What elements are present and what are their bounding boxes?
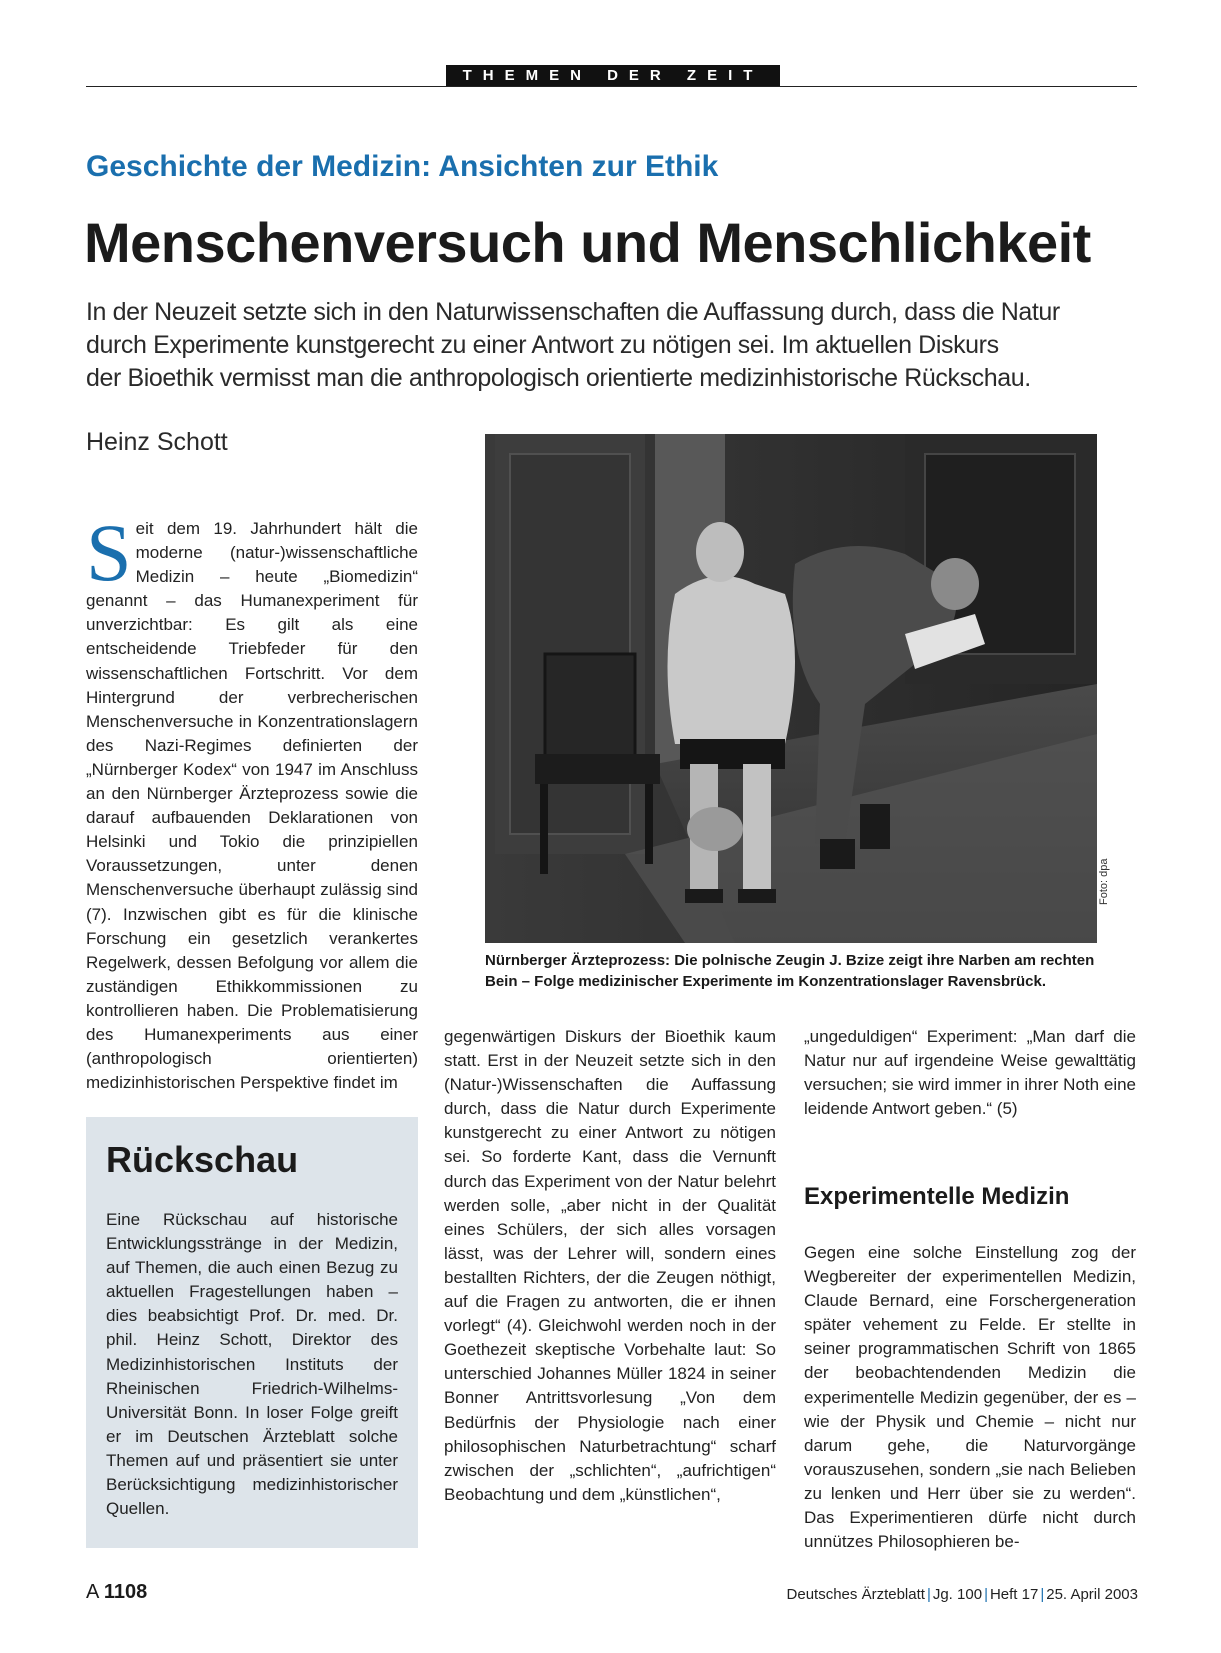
body-column-3-continued: Gegen eine solche Einstellung zog der Wegbereiter der experimentellen Medizin, Claude Bernard, eine Forschergeneration später vehement zu Felde. Er stellte in seiner programmatischen Schrift von 1865 der beobachtendenden Medizin die experimentelle Medizin gegenüber, der es – wie der Physik und Chemie – nicht nur darum gehe, die Naturvorgänge vorauszusehen, sondern „sie nach Belieben zu lenken und Herr über sie zu werden“. Das Experimentieren dürfe nicht durch unnützes Philosophieren be- bbox=[804, 1243, 1136, 1552]
page-number-value: 1108 bbox=[103, 1581, 148, 1603]
sidebar-title: Rückschau bbox=[106, 1139, 299, 1180]
footer-separator: | bbox=[926, 1586, 931, 1603]
article-photo bbox=[485, 434, 1097, 943]
lead-line: der Bioethik vermisst man die anthropologisch orientierte medizinhistorische Rückschau. bbox=[86, 364, 1031, 392]
photo-illustration bbox=[485, 434, 1097, 943]
lead-line: In der Neuzeit setzte sich in den Naturwissenschaften die Auffassung durch, dass die Natur bbox=[86, 298, 1060, 326]
journal-issue: Heft 17 bbox=[989, 1586, 1039, 1603]
footer-separator: | bbox=[984, 1586, 988, 1603]
photo-caption bbox=[485, 950, 1105, 992]
page-number bbox=[86, 1581, 147, 1604]
caption-line: Nürnberger Ärzteprozess: Die polnische Zeugin J. Bzize zeigt ihre Narben am rechten bbox=[485, 952, 1095, 969]
article-lead bbox=[86, 296, 1126, 395]
body-text: eit dem 19. Jahrhundert hält die moderne (natur-)wissenschaftliche Medizin – heute „Biomedizin“ genannt – das Humanexperiment für unverzichtbar: Es gilt als eine entscheidende Triebfeder für den wissenschaftlichen Fortschritt. Vor dem Hintergrund der verbrecherischen Menschenversuche in Konzentrationslagern des Nazi-Regimes definierten der „Nürnberger Kodex“ von 1947 im Anschluss an den Nürnberger Ärzteprozess sowie die darauf aufbauenden Deklarationen von Helsinki und Tokio die prinzipiellen Voraussetzungen, unter denen Menschenversuche überhaupt zulässig sind (7). Inzwischen gibt es für die klinische Forschung ein gesetzlich verankertes Regelwerk, dessen Befolgung vor allem die zuständigen Ethikkommissionen zu kontrollieren haben. Die Problematisierung des Humanexperiments aus einer (anthropologisch orientierten) medizinhistorischen Perspektive findet im bbox=[86, 519, 418, 1093]
journal-footer bbox=[766, 1586, 1138, 1603]
photo-credit: Foto: dpa bbox=[1098, 858, 1110, 905]
journal-name: Deutsches Ärzteblatt bbox=[786, 1586, 925, 1603]
page-prefix: A bbox=[86, 1581, 99, 1603]
article-kicker: Geschichte der Medizin: Ansichten zur Ethik bbox=[86, 150, 719, 183]
sidebar-text: Eine Rückschau auf historische Entwicklungsstränge in der Medizin, auf Themen, die auch einen Bezug zu aktuellen Fragestellungen haben – dies beabsichtigt Prof. Dr. med. Dr. phil. Heinz Schott, Direktor des Medizinhistorischen Instituts der Rheinischen Friedrich-Wilhelms-Universität Bonn. In loser Folge greift er im Deutschen Ärzteblatt solche Themen auf und präsentiert sie unter Berücksichtigung medizinhistorischer Quellen. bbox=[106, 1210, 398, 1519]
caption-line: Bein – Folge medizinischer Experimente im Konzentrationslager Ravensbrück. bbox=[485, 973, 1046, 990]
sidebar-box bbox=[86, 1117, 418, 1548]
journal-volume: Jg. 100 bbox=[932, 1586, 983, 1603]
article-title: Menschenversuch und Menschlichkeit bbox=[84, 211, 1091, 274]
header-rule bbox=[86, 86, 1137, 87]
drop-cap: S bbox=[86, 507, 132, 598]
article-author: Heinz Schott bbox=[86, 428, 228, 456]
body-column-3: „ungeduldigen“ Experiment: „Man darf die Natur nur auf irgendeine Weise gewalttätig versuchen; sie wird immer in ihrer Noth eine leidende Antwort geben.“ (5) bbox=[804, 1027, 1136, 1119]
footer-separator: | bbox=[1040, 1586, 1045, 1603]
lead-line: durch Experimente kunstgerecht zu einer Antwort zu nötigen sei. Im aktuellen Diskurs bbox=[86, 331, 999, 359]
body-column-1 bbox=[86, 507, 418, 1095]
section-rubric: THEMEN DER ZEIT bbox=[446, 65, 780, 86]
section-subhead: Experimentelle Medizin bbox=[804, 1183, 1070, 1210]
body-column-2: gegenwärtigen Diskurs der Bioethik kaum statt. Erst in der Neuzeit setzte sich in den (Natur-)Wissenschaften die Auffassung durch, dass die Natur durch Experimente kunstgerecht zu einer Antwort zu nötigen sei. So forderte Kant, dass die Vernunft durch das Experiment von der Natur belehrt werden solle, „aber nicht in der Qualität eines Schülers, der sich alles vorsagen lässt, was der Lehrer will, sondern eines bestallten Richters, der die Zeugen nöthigt, auf die Fragen zu antworten, die er ihnen vorlegt“ (4). Gleichwohl werden noch in der Goethezeit skeptische Vorbehalte laut: So unterschied Johannes Müller 1824 in seiner Bonner Antrittsvorlesung „Von dem Bedürfnis der Physiologie nach einer philosophischen Naturbetrachtung“ scharf zwischen der „schlichten“, „aufrichtigen“ Beobachtung und dem „künstlichen“, bbox=[444, 1027, 776, 1504]
journal-date: 25. April 2003 bbox=[1046, 1586, 1138, 1603]
